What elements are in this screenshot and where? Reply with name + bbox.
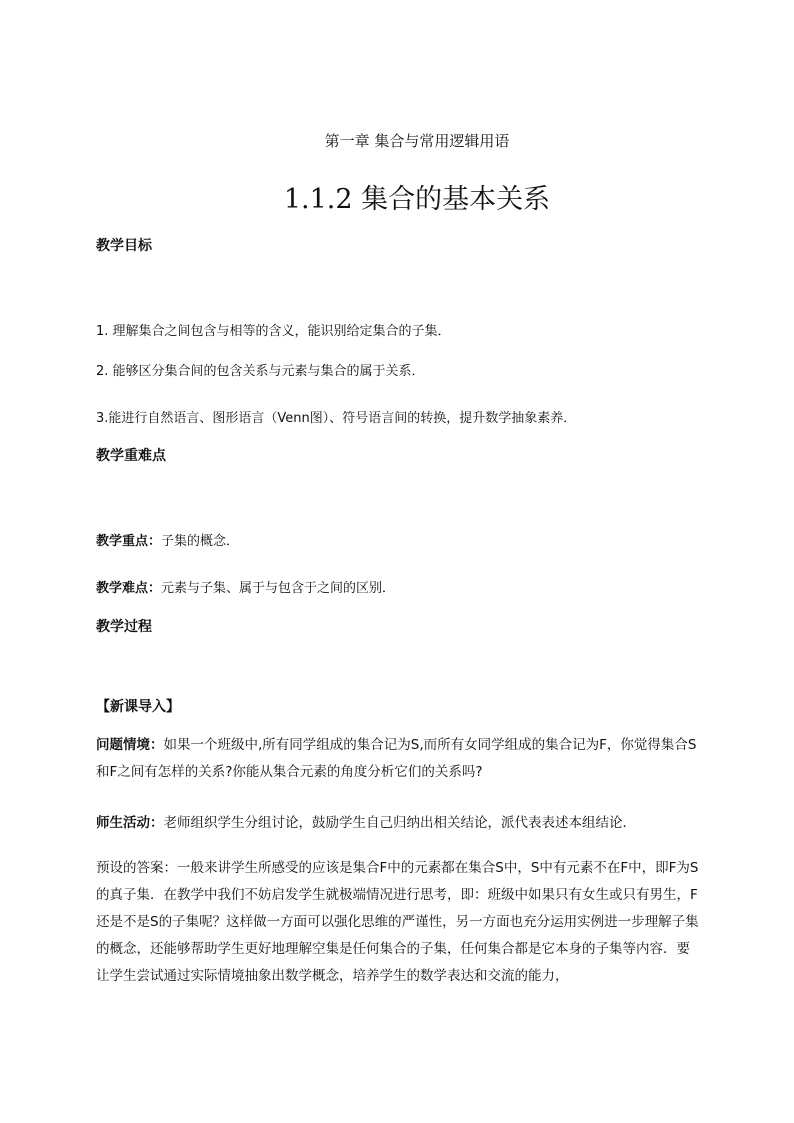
question-label: 问题情境： — [96, 737, 164, 753]
answer-paragraph: 预设的答案：一般来讲学生所感受的应该是集合F中的元素都在集合S中，S中有元素不在F中，即F为S的真子集．在教学中我们不妨启发学生就极端情况进行思考，即：班级中如果只有女生或只有男生，F还是不是S的子集呢？这样做一方面可以强化思维的严谨性，另一方面也充分运用实例进一步理解子集的概念，还能够帮助学生更好地理解空集是任何集合的子集，任何集合都是它本身的子集等内容．要让学生尝试通过实际情境抽象出数学概念，培养学生的数学表达和交流的能力， — [96, 860, 699, 984]
process-heading: 教学过程 — [96, 619, 152, 635]
objective-item-2: 2. 能够区分集合间的包含关系与元素与集合的属于关系． — [96, 364, 425, 379]
lesson-title: 1.1.2 集合的基本关系 — [283, 184, 551, 215]
intro-heading: 【新课导入】 — [96, 699, 180, 715]
activity-text: 老师组织学生分组讨论，鼓励学生自己归纳出相关结论，派代表表述本组结论． — [163, 815, 636, 831]
objective-item-1: 1. 理解集合之间包含与相等的含义，能识别给定集合的子集． — [96, 324, 451, 339]
focus-label: 教学重点： — [96, 534, 162, 549]
chapter-heading: 第一章 集合与常用逻辑用语 — [324, 132, 510, 150]
keypoints-heading: 教学重难点 — [96, 448, 166, 464]
activity-paragraph — [96, 810, 702, 837]
question-paragraph — [96, 732, 702, 786]
focus-text: 子集的概念． — [161, 534, 240, 549]
objective-item-3: 3.能进行自然语言、图形语言（Venn图）、符号语言间的转换，提升数学抽象素养． — [96, 411, 577, 426]
activity-label: 师生活动： — [96, 815, 164, 831]
objectives-heading: 教学目标 — [96, 238, 152, 254]
difficulty-label: 教学难点： — [96, 581, 162, 596]
difficulty-text: 元素与子集、属于与包含于之间的区别． — [161, 581, 396, 596]
question-text: 如果一个班级中,所有同学组成的集合记为S,而所有女同学组成的集合记为F，你觉得集合S和F之间有怎样的关系?你能从集合元素的角度分析它们的关系吗? — [96, 737, 697, 780]
difficulty-line — [96, 577, 395, 596]
focus-line — [96, 530, 239, 549]
